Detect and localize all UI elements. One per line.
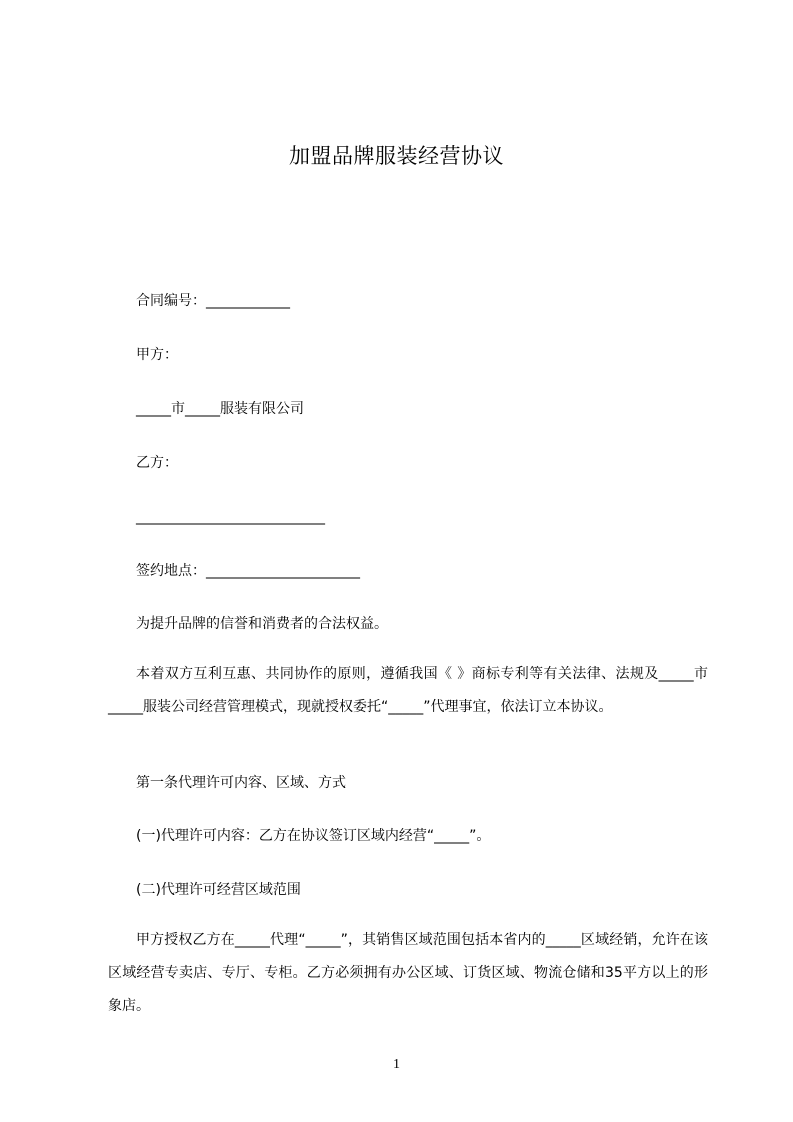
document-title: 加盟品牌服装经营协议 [289, 144, 504, 168]
page-number: 1 [393, 1057, 400, 1072]
authorization-paragraph: 甲方授权乙方在_____代理“_____”，其销售区域范围包括本省内的_____区域经销，允许在该区域经营专卖店、专厅、专柜。乙方必须拥有办公区域、订货区域、物流仓储和35平方以上的形象店。 [108, 932, 708, 1014]
party-b-name: ___________________________ [136, 509, 325, 525]
purpose-statement: 为提升品牌的信誉和消费者的合法权益。 [136, 616, 388, 632]
article-1-item-1: (一)代理许可内容：乙方在协议签订区域内经营“_____”。 [136, 828, 491, 844]
party-a-name: _____市_____服装有限公司 [136, 401, 304, 417]
contract-number: 合同编号：____________ [136, 293, 290, 309]
article-1-title: 第一条代理许可内容、区域、方式 [136, 775, 346, 791]
party-a-label: 甲方： [136, 347, 178, 363]
basis-paragraph: 本着双方互利互惠、共同协作的原则，遵循我国《 》商标专利等有关法律、法规及_____市_____服装公司经营管理模式，现就授权委托“_____”代理事宜，依法订立本协议。 [108, 666, 708, 715]
party-b-label: 乙方： [136, 455, 178, 471]
signing-place: 签约地点：______________________ [136, 563, 360, 579]
article-1-item-2: (二)代理许可经营区域范围 [136, 882, 301, 898]
